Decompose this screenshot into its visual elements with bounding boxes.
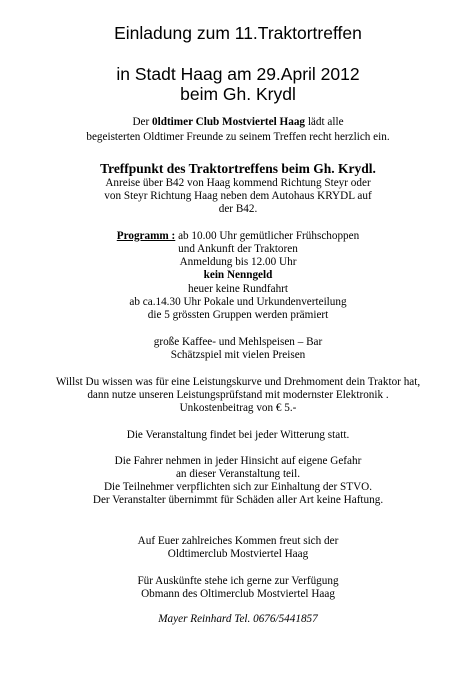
treffpunkt-line-1: Anreise über B42 von Haag kommend Richtung Steyr oder <box>105 177 371 189</box>
programm-line-1 <box>0 230 476 243</box>
intro-line-2: begeisterten Oldtimer Freunde zu seinem Treffen recht herzlich ein. <box>86 131 390 143</box>
haftung-line-2: an dieser Veranstaltung teil. <box>175 468 301 480</box>
programm-line-4: kein Nenngeld <box>203 269 273 281</box>
closing-line-1: Auf Euer zahlreiches Kommen freut sich der <box>137 535 339 547</box>
leistung-line-3: Unkostenbeitrag von € 5.- <box>179 402 297 414</box>
intro-suffix: lädt alle <box>305 116 344 128</box>
haftung-line-4: Der Veranstalter übernimmt für Schäden aller Art keine Haftung. <box>92 494 384 506</box>
intro-prefix: Der <box>132 116 153 128</box>
contact-line-2: Obmann des Oltimerclub Mostviertel Haag <box>141 588 335 600</box>
contact-line-3: Mayer Reinhard Tel. 0676/5441857 <box>158 613 318 625</box>
haftung-line-3: Die Teilnehmer verpflichten sich zur Einhaltung der STVO. <box>103 481 373 493</box>
contact-line-1: Für Auskünfte stehe ich gerne zur Verfügung <box>137 575 339 587</box>
leistung-line-1: Willst Du wissen was für eine Leistungskurve und Drehmoment dein Traktor hat, <box>55 376 421 388</box>
title-line-3: beim Gh. Krydl <box>180 84 296 104</box>
programm-line-7: die 5 grössten Gruppen werden prämiert <box>147 309 329 321</box>
club-name: 0ldtimer Club Mostviertel Haag <box>152 116 306 128</box>
extras-line-1: große Kaffee- und Mehlspeisen – Bar <box>153 336 323 348</box>
closing-line-2: Oldtimerclub Mostviertel Haag <box>167 548 309 560</box>
haftung-line-1: Die Fahrer nehmen in jeder Hinsicht auf eigene Gefahr <box>114 455 362 467</box>
programm-line-3: Anmeldung bis 12.00 Uhr <box>179 256 297 268</box>
programm-line-5: heuer keine Rundfahrt <box>187 283 289 295</box>
treffpunkt-line-3: der B42. <box>218 203 258 215</box>
programm-label: Programm : <box>116 230 176 242</box>
title-line-2: in Stadt Haag am 29.April 2012 <box>116 64 360 84</box>
treffpunkt-line-2: von Steyr Richtung Haag neben dem Autohaus KRYDL auf <box>104 190 372 202</box>
programm-line-6: ab ca.14.30 Uhr Pokale und Urkundenverteilung <box>129 296 347 308</box>
intro-line-1 <box>0 116 476 129</box>
wetter-line: Die Veranstaltung findet bei jeder Witterung statt. <box>126 429 350 441</box>
programm-line-2: und Ankunft der Traktoren <box>178 243 298 255</box>
leistung-line-2: dann nutze unseren Leistungsprüfstand mit modernster Elektronik . <box>87 389 389 401</box>
programm-start: ab 10.00 Uhr gemütlicher Frühschoppen <box>175 230 360 242</box>
extras-line-2: Schätzspiel mit vielen Preisen <box>170 349 306 361</box>
title-line-1: Einladung zum 11.Traktortreffen <box>114 23 362 43</box>
treffpunkt-heading: Treffpunkt des Traktortreffens beim Gh. Krydl. <box>100 161 376 176</box>
